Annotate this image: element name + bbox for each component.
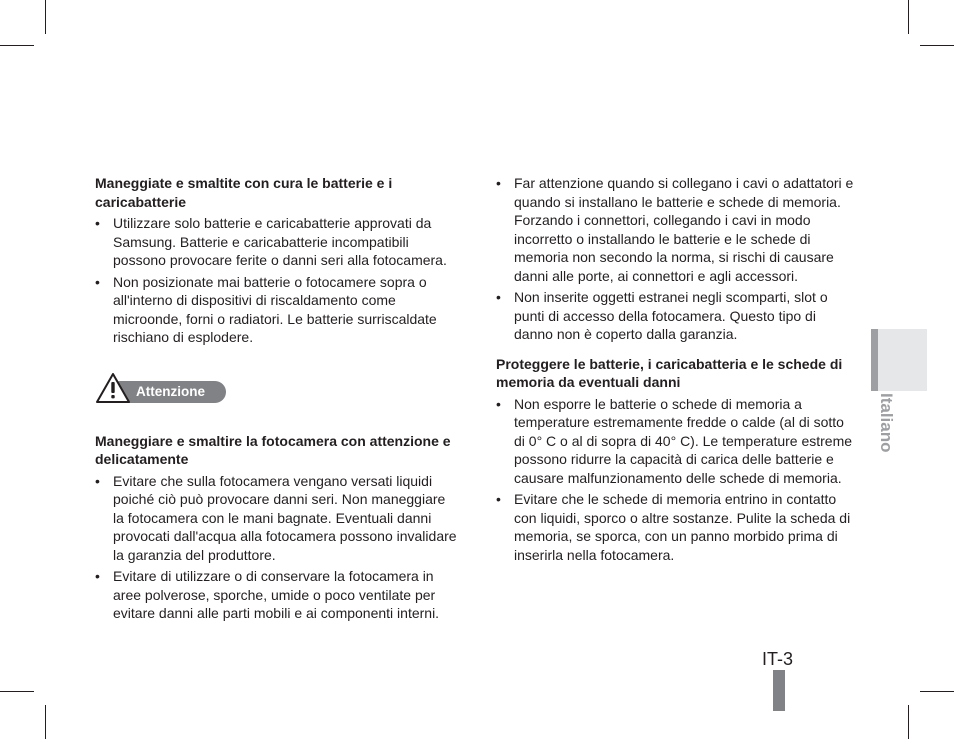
list-item-text: Non posizionate mai batterie o fotocamere sopra o all'interno di dispositivi di riscaldamento come microonde, forni o radiatori. Le batterie surriscaldate rischiano di esplodere. <box>113 273 437 345</box>
caution-label: Attenzione <box>136 383 205 399</box>
caution-badge <box>95 371 457 407</box>
crop-mark-top-right-vertical <box>908 0 909 34</box>
crop-mark-bottom-right-horizontal <box>920 691 954 692</box>
section-heading-protect-batteries: Proteggere le batterie, i caricabatteria e le schede di memoria da eventuali danni <box>496 355 843 390</box>
section-heading-camera-care: Maneggiare e smaltire la fotocamera con attenzione e delicatamente <box>95 432 451 467</box>
crop-mark-top-left-horizontal <box>0 45 34 46</box>
crop-mark-bottom-left-horizontal <box>0 691 34 692</box>
language-tab <box>871 329 927 391</box>
page-number: IT-3 <box>762 649 794 669</box>
list-item <box>95 472 457 565</box>
list-item <box>95 214 457 270</box>
warning-triangle-icon <box>95 371 131 405</box>
list-item-text: Non inserite oggetti estranei negli scomparti, slot o punti di accesso della fotocamera. Questo tipo di danno non è coperto dalla garanzia. <box>514 289 828 342</box>
list-item-text: Evitare che sulla fotocamera vengano versati liquidi poiché ciò può provocare danni seri. Non maneggiare la fotocamera con le mani bagnate. Eventuali danni provocati dall'acqua alla fotocamera possono invalidare la garanzia del produttore. <box>113 472 457 563</box>
language-label: Italiano <box>877 393 896 453</box>
bullet-icon: • <box>496 175 501 191</box>
list-item <box>496 490 854 564</box>
list-item <box>95 567 457 623</box>
list-item-text: Far attenzione quando si collegano i cavi o adattatori e quando si installano le batterie e schede di memoria. Forzando i connettori, collegando i cavi in modo incorretto o installando le batterie e le schede di memoria non secondo la norma, si rischi di causare danni alle porte, ai connettori e agli accessori. <box>514 175 854 284</box>
crop-mark-bottom-left-vertical <box>45 705 46 739</box>
list-item <box>95 273 457 347</box>
bullet-icon: • <box>496 491 501 507</box>
list-item-text: Non esporre le batterie o schede di memoria a temperature estremamente fredde o calde (al di sotto di 0° C o al di sopra di 40° C). Le temperature estreme possono ridurre la capacità di carica delle batterie e causare malfunzionamento delle schede di memoria. <box>514 395 853 486</box>
list-item-text: Evitare che le schede di memoria entrino in contatto con liquidi, sporco o altre sostanze. Pulite la scheda di memoria, se sporca, con un panno morbido prima di inserirla nella fotocamera. <box>514 491 851 563</box>
bullet-list-connectors <box>496 174 854 344</box>
crop-mark-top-right-horizontal <box>920 45 954 46</box>
list-item-text: Utilizzare solo batterie e caricabatterie approvati da Samsung. Batterie e caricabatterie incompatibili possono provocare ferite o danni seri alla fotocamera. <box>113 215 447 268</box>
right-column <box>496 174 854 567</box>
bullet-icon: • <box>496 395 501 412</box>
left-column <box>95 174 457 626</box>
list-item <box>496 288 854 344</box>
list-item <box>496 174 854 285</box>
bullet-icon: • <box>95 273 100 290</box>
crop-mark-top-left-vertical <box>45 0 46 34</box>
bullet-icon: • <box>496 289 501 305</box>
section-heading-batteries: Maneggiate e smaltite con cura le batterie e i caricabatterie <box>95 175 393 210</box>
language-tab-bar <box>871 329 878 391</box>
list-item <box>496 395 854 488</box>
bullet-icon: • <box>95 568 100 584</box>
bullet-list-camera-care <box>95 472 457 623</box>
bullet-list-protect-batteries <box>496 395 854 565</box>
bullet-icon: • <box>95 472 100 489</box>
bullet-icon: • <box>95 215 100 231</box>
list-item-text: Evitare di utilizzare o di conservare la fotocamera in aree polverose, sporche, umide o poco ventilate per evitare danni alle parti mobili e ai componenti interni. <box>113 568 440 621</box>
bullet-list-batteries <box>95 214 457 347</box>
page-number-bar <box>773 670 785 711</box>
crop-mark-bottom-right-vertical <box>908 705 909 739</box>
